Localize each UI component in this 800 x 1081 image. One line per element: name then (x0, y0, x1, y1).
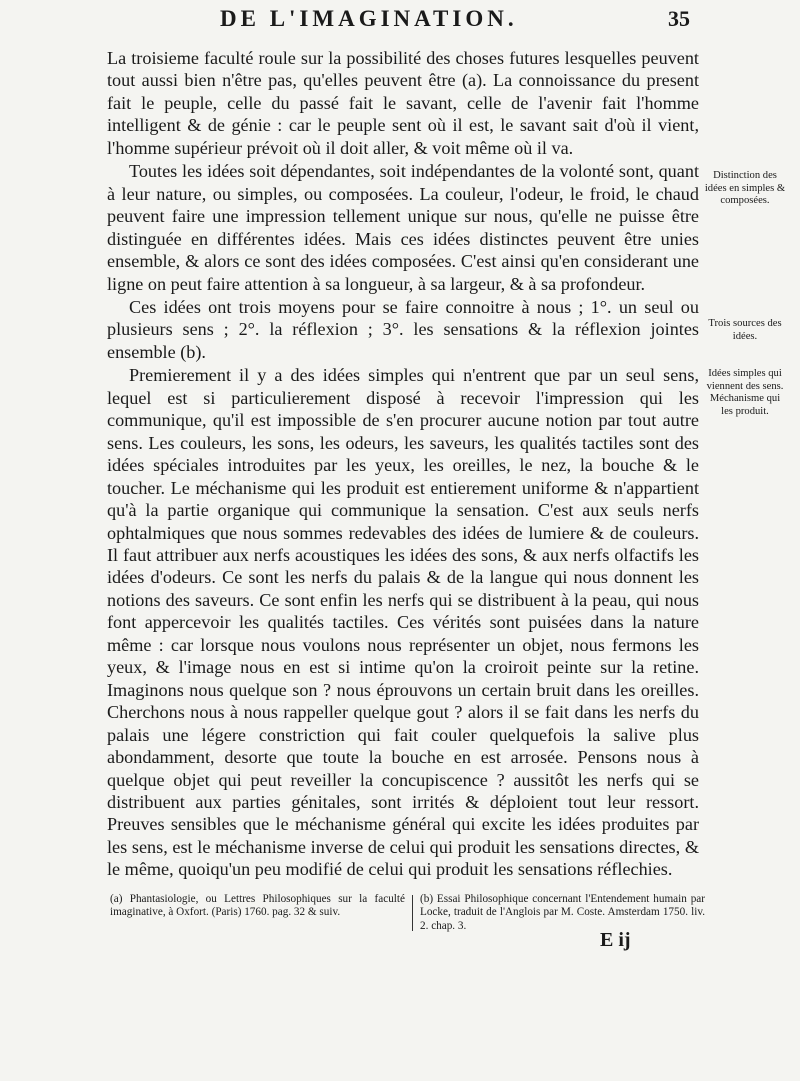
footnote-b: (b) Essai Philosophique concernant l'Entendement humain par Locke, traduit de l'Anglois par M. Coste. Amsterdam 1750. liv. 2. chap. 3. (420, 893, 705, 932)
page-header (0, 0, 800, 42)
margin-note-sources: Trois sources des idées. (708, 318, 782, 342)
main-text (107, 47, 699, 882)
page-number: 35 (668, 6, 690, 31)
paragraph: Ces idées ont trois moyens pour se faire connoitre à nous ; 1°. un seul ou plusieurs sens ; 2°. la réflexion ; 3°. les sensations & la réflexion jointes ensemble (b). (107, 296, 699, 362)
margin-note-distinction: Distinction des idées en simples & composées. (704, 170, 786, 206)
signature-mark: E ij (600, 929, 631, 951)
paragraph: Toutes les idées soit dépendantes, soit indépendantes de la volonté sont, quant à leur nature, ou simples, ou composées. La couleur, l'odeur, le froid, le chaud peuvent faire une impression tellement unique sur nous, qu'elle ne puisse être distinguée en différentes idées. Mais ces idées distinctes peuvent être unies ensemble, & alors ce sont des idées composées. C'est ainsi qu'en considerant une ligne on peut faire attention à sa longueur, à sa largeur, & à sa profondeur. (107, 161, 699, 294)
footnote-divider (412, 895, 413, 931)
running-title: DE L'IMAGINATION. (220, 6, 518, 31)
paragraph: La troisieme faculté roule sur la possibilité des choses futures lesquelles peuvent tout aussi bien n'être pas, qu'elles peuvent être (a). La connoissance du present fait le peuple, celle du passé fait le savant, celle de l'avenir fait l'homme intelligent & de génie : car le peuple sent où il est, le savant sait d'où il vient, l'homme supérieur prévoit où il doit aller, & voit même où il va. (107, 48, 699, 158)
footnotes (110, 893, 705, 933)
footnote-a: (a) Phantasiologie, ou Lettres Philosophiques sur la faculté imaginative, à Oxfort. (Paris) 1760. pag. 32 & suiv. (110, 893, 405, 919)
paragraph: Premierement il y a des idées simples qui n'entrent que par un seul sens, lequel est si particulierement disposé à recevoir l'impression qui les communique, qu'il est impossible de s'en procurer aucune notion par tout autre sens. Les couleurs, les sons, les odeurs, les saveurs, les qualités tactiles sont des idées spéciales introduites par les yeux, les oreilles, le nez, la bouche & le toucher. Le méchanisme qui les produit est entierement uniforme & n'appartient qu'à la partie organique qui communique la sensation. C'est aux seuls nerfs ophtalmiques que nous sommes redevables des idées de lumiere & de couleurs. Il faut attribuer aux nerfs acoustiques les idées des sons, & aux nerfs olfactifs les idées d'odeurs. Ce sont les nerfs du palais & de la langue qui nous donnent les notions des saveurs. Ce sont enfin les nerfs qui se distribuent à la peau, qui nous font appercevoir les qualités tactiles. Ces vérités sont puisées dans la nature même : car lorsque nous voulons nous représenter un objet, nous fermons les yeux, & l'image nous en est si intime qu'on la croiroit peinte sur la retine. Imaginons nous quelque son ? nous éprouvons un certain bruit dans les oreilles. Cherchons nous à nous rappeller quelque gout ? alors il se fait dans les nerfs du palais une légere constriction qui fait couler quelquefois la salive plus abondamment, desorte que toute la bouche en est arrosée. Pensons nous à quelque objet qui peut reveiller la concupiscence ? aussitôt les nerfs qui se distribuent aux parties génitales, sont irrités & déploient tout leur ressort. Preuves sensibles que le méchanisme général qui excite les idées produites par les sens, est le méchanisme inverse de celui qui produit les sensations directes, & le même, quoiqu'un peu modifié de celui qui produit les sensations réflechies. (107, 365, 699, 880)
margin-note-simple-ideas: Idées simples qui viennent des sens. Méchanisme qui les produit. (706, 368, 784, 417)
